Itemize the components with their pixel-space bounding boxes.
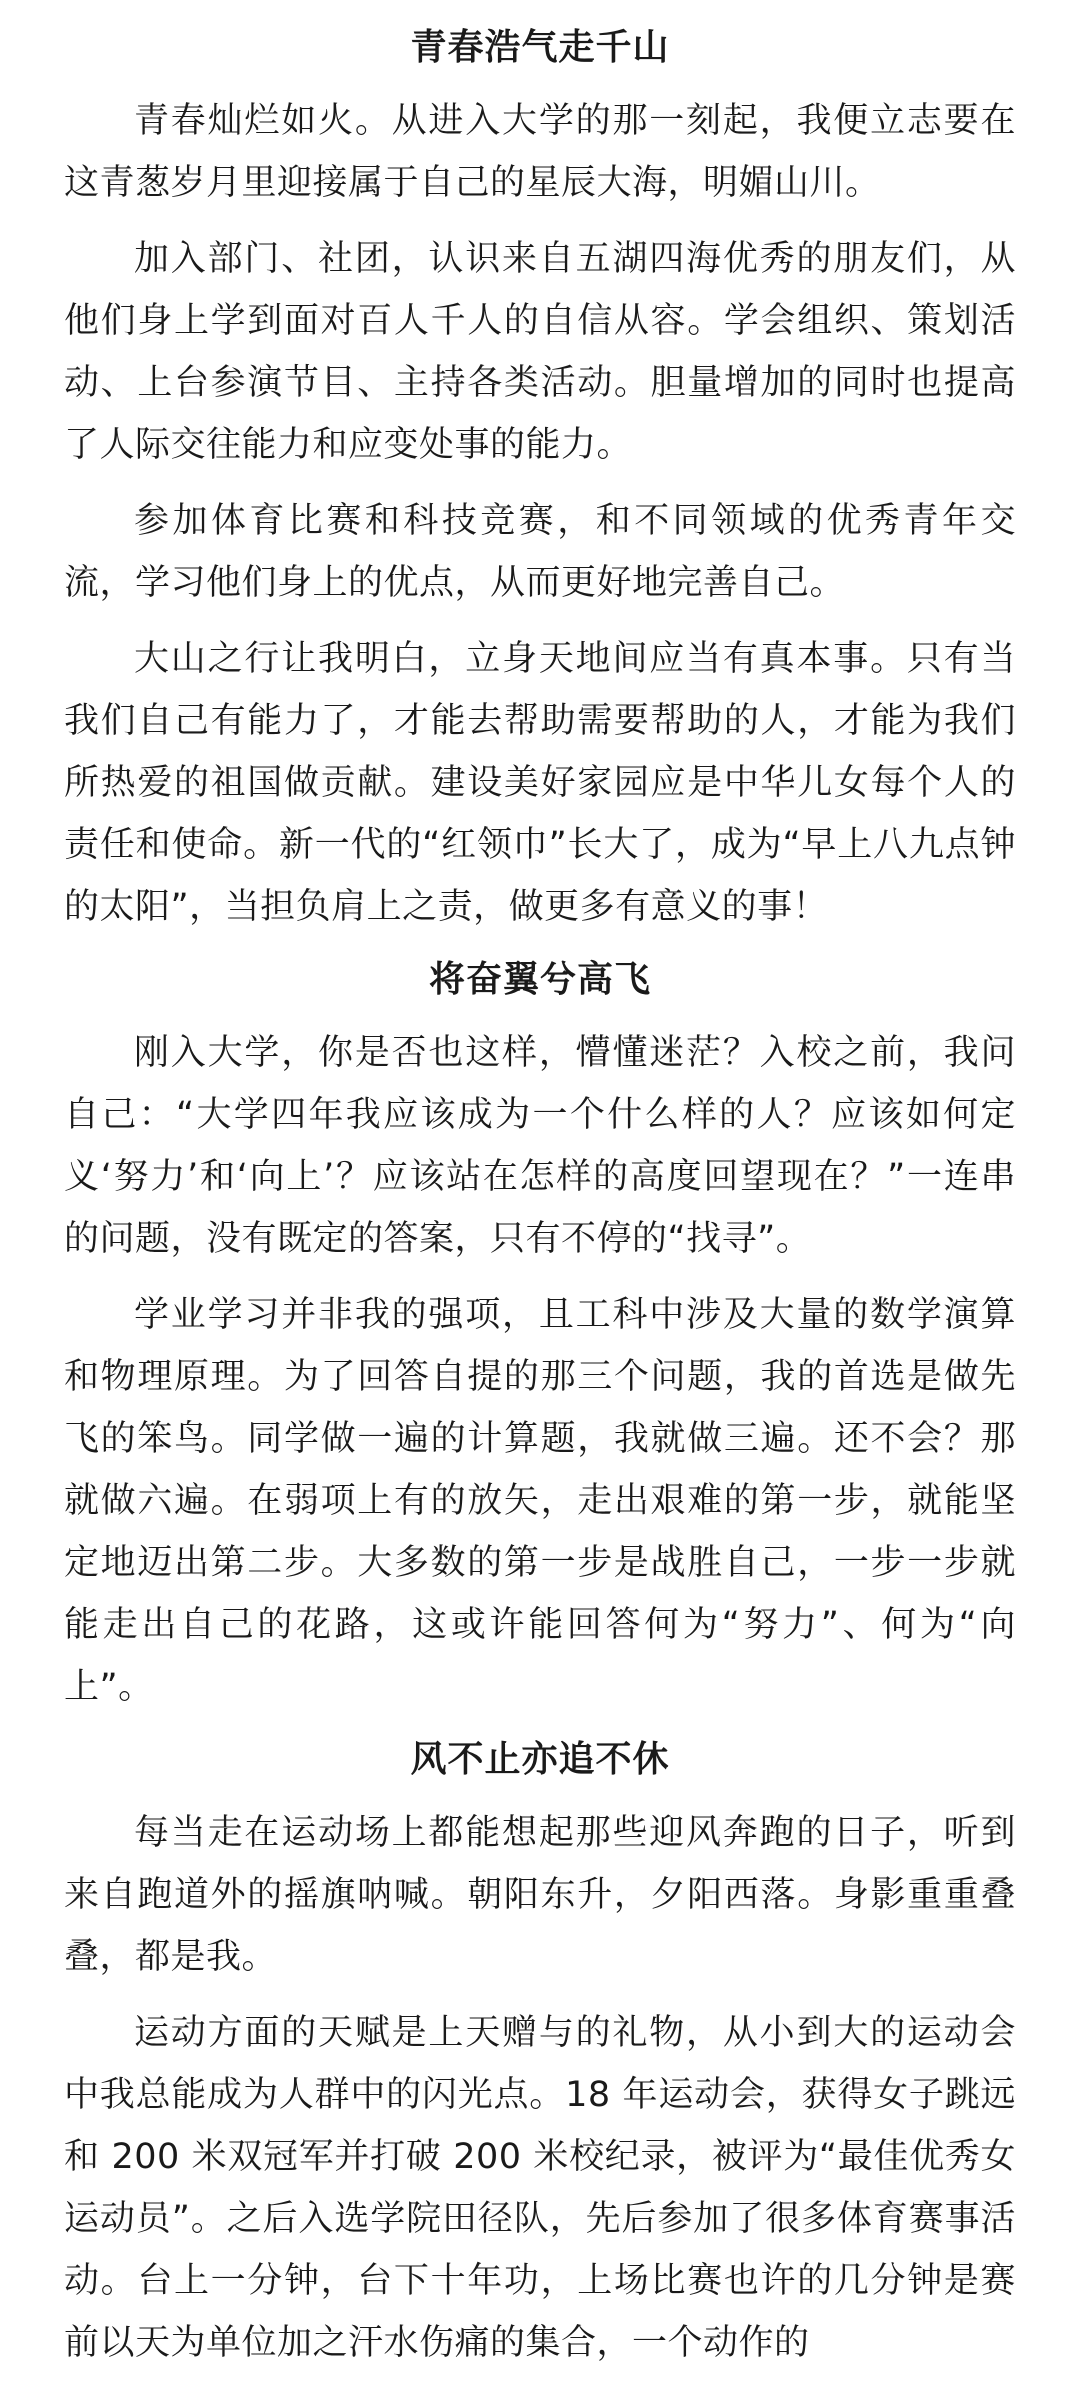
paragraph: 青春灿烂如火。从进入大学的那一刻起，我便立志要在这青葱岁月里迎接属于自己的星辰大海，明媚山川。: [64, 101, 1016, 203]
section-heading: 青春浩气走千山: [410, 27, 670, 68]
section-heading: 风不止亦追不休: [410, 1739, 670, 1780]
paragraph: 加入部门、社团，认识来自五湖四海优秀的朋友们，从他们身上学到面对百人千人的自信从容。学会组织、策划活动、上台参演节目、主持各类活动。胆量增加的同时也提高了人际交往能力和应变处事的能力。: [64, 239, 1016, 465]
paragraph: 刚入大学，你是否也这样，懵懂迷茫？入校之前，我问自己：“大学四年我应该成为一个什么样的人？应该如何定义‘努力’和‘向上’？应该站在怎样的高度回望现在？”一连串的问题，没有既定的答案，只有不停的“找寻”。: [64, 1033, 1016, 1259]
section-heading: 将奋翼兮高飞: [428, 959, 651, 1000]
paragraph: 学业学习并非我的强项，且工科中涉及大量的数学演算和物理原理。为了回答自提的那三个问题，我的首选是做先飞的笨鸟。同学做一遍的计算题，我就做三遍。还不会？那就做六遍。在弱项上有的放矢，走出艰难的第一步，就能坚定地迈出第二步。大多数的第一步是战胜自己，一步一步就能走出自己的花路，这或许能回答何为“努力”、何为“向上”。: [64, 1295, 1016, 1707]
paragraph: 大山之行让我明白，立身天地间应当有真本事。只有当我们自己有能力了，才能去帮助需要帮助的人，才能为我们所热爱的祖国做贡献。建设美好家园应是中华儿女每个人的责任和使命。新一代的“红领巾”长大了，成为“早上八九点钟的太阳”，当担负肩上之责，做更多有意义的事！: [64, 639, 1016, 927]
paragraph: 每当走在运动场上都能想起那些迎风奔跑的日子，听到来自跑道外的摇旗呐喊。朝阳东升，夕阳西落。身影重重叠叠，都是我。: [64, 1813, 1016, 1977]
paragraph: 参加体育比赛和科技竞赛，和不同领域的优秀青年交流，学习他们身上的优点，从而更好地完善自己。: [64, 501, 1016, 603]
paragraph: 运动方面的天赋是上天赠与的礼物，从小到大的运动会中我总能成为人群中的闪光点。18 年运动会，获得女子跳远和 200 米双冠军并打破 200 米校纪录，被评为“最佳优秀女运动员”。之后入选学院田径队，先后参加了很多体育赛事活动。台上一分钟，台下十年功，上场比赛也许的几分钟是赛前以天为单位加之汗水伤痛的集合，一个动作的: [64, 2013, 1016, 2363]
